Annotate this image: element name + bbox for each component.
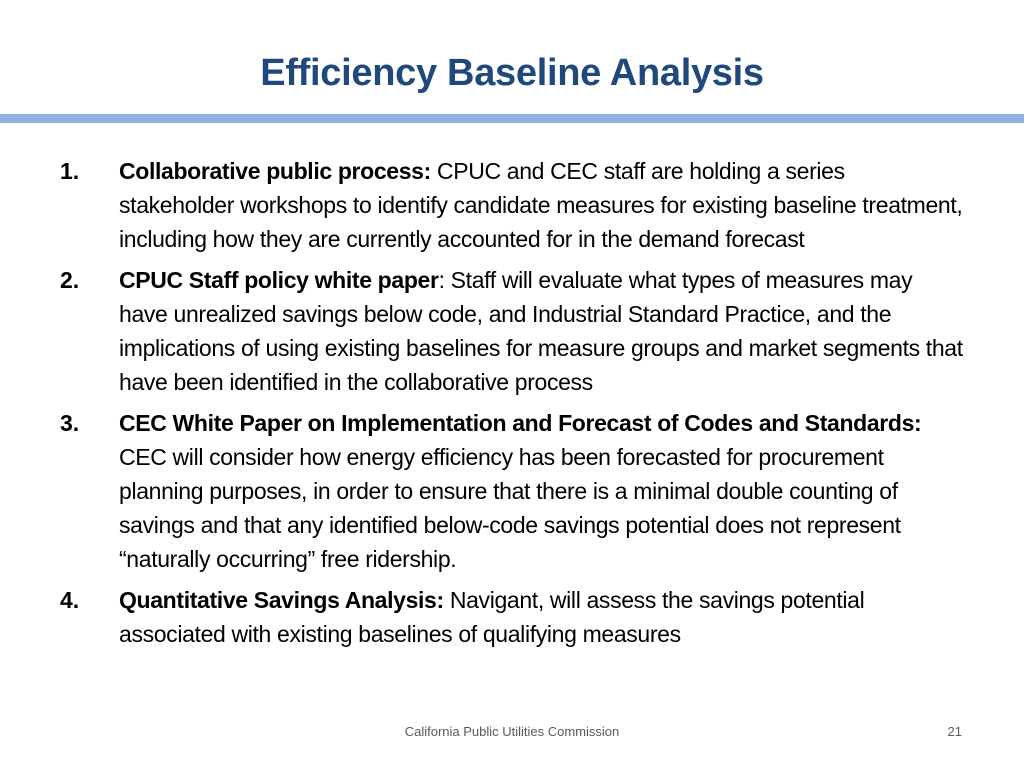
item-body: Navigant, will assess the savings potential associated with existing baselines of qualifying measures [119, 587, 865, 647]
content-list [60, 154, 965, 658]
item-text [119, 406, 965, 576]
footer-organization: California Public Utilities Commission [404, 724, 620, 739]
list-item [60, 583, 965, 651]
item-number: 4. [60, 587, 80, 613]
item-heading: Collaborative public process: [119, 158, 431, 184]
list-item [60, 154, 965, 256]
item-number: 1. [60, 158, 80, 184]
item-text [119, 583, 965, 651]
item-body: CEC will consider how energy efficiency has been forecasted for procurement planning purposes, in order to ensure that there is a minimal double counting of savings and that any identified below-code savings potential does not represent “naturally occurring” free ridership. [119, 444, 901, 572]
item-text [119, 263, 965, 399]
title-divider [0, 114, 1024, 123]
slide-title: Efficiency Baseline Analysis [260, 52, 764, 94]
list-item [60, 263, 965, 399]
item-heading: CPUC Staff policy white paper [119, 267, 439, 293]
item-heading: CEC White Paper on Implementation and Forecast of Codes and Standards: [119, 410, 922, 436]
list-item [60, 406, 965, 576]
item-heading: Quantitative Savings Analysis: [119, 587, 444, 613]
page-number: 21 [947, 724, 962, 739]
item-body: : Staff will evaluate what types of measures may have unrealized savings below code, and Industrial Standard Practice, and the implications of using existing baselines for measure groups and market segments that have been identified in the collaborative process [119, 267, 963, 395]
item-body: CPUC and CEC staff are holding a series stakeholder workshops to identify candidate measures for existing baseline treatment, including how they are currently accounted for in the demand forecast [119, 158, 963, 252]
item-number: 2. [60, 267, 80, 293]
item-number: 3. [60, 410, 80, 436]
item-text [119, 154, 965, 256]
